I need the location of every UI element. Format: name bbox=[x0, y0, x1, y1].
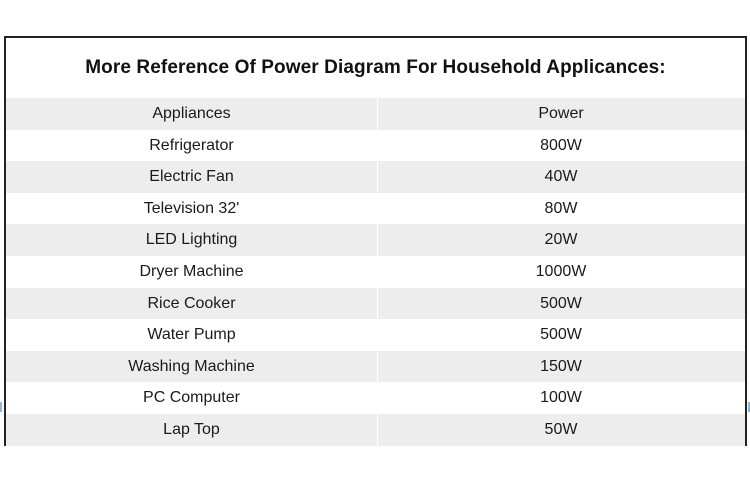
power-table bbox=[6, 98, 745, 446]
power-cell: 40W bbox=[544, 168, 578, 186]
table-title: More Reference Of Power Diagram For Household Applicances: bbox=[85, 57, 666, 78]
power-cell: 50W bbox=[544, 420, 578, 438]
power-table-panel bbox=[4, 36, 747, 446]
appliance-cell: Lap Top bbox=[163, 420, 220, 438]
table-row bbox=[6, 130, 745, 162]
power-cell: 500W bbox=[540, 294, 582, 312]
table-row bbox=[6, 256, 745, 288]
table-row bbox=[6, 161, 745, 193]
table-row bbox=[6, 224, 745, 256]
power-cell: 800W bbox=[540, 136, 582, 154]
appliance-cell: Water Pump bbox=[147, 326, 236, 344]
power-cell: 1000W bbox=[535, 262, 587, 280]
appliance-cell: Rice Cooker bbox=[147, 294, 236, 312]
table-row bbox=[6, 319, 745, 351]
table-row bbox=[6, 414, 745, 446]
power-cell: 500W bbox=[540, 326, 582, 344]
power-cell: 80W bbox=[544, 199, 578, 217]
appliance-cell: LED Lighting bbox=[145, 231, 238, 249]
appliance-cell: Washing Machine bbox=[128, 357, 255, 375]
table-row bbox=[6, 351, 745, 383]
appliance-cell: PC Computer bbox=[143, 389, 240, 407]
power-cell: 150W bbox=[540, 357, 582, 375]
column-divider bbox=[377, 98, 378, 446]
left-edge-mark bbox=[0, 402, 2, 412]
header-power: Power bbox=[538, 105, 584, 122]
table-header-row bbox=[6, 98, 745, 130]
table-row bbox=[6, 382, 745, 414]
table-row bbox=[6, 288, 745, 320]
appliance-cell: Dryer Machine bbox=[139, 262, 244, 280]
table-row bbox=[6, 193, 745, 225]
appliance-cell: Electric Fan bbox=[149, 168, 234, 186]
power-cell: 20W bbox=[544, 231, 578, 249]
appliance-cell: Television 32' bbox=[143, 199, 240, 217]
power-cell: 100W bbox=[540, 389, 582, 407]
appliance-cell: Refrigerator bbox=[149, 136, 234, 154]
header-appliances: Appliances bbox=[152, 105, 231, 122]
